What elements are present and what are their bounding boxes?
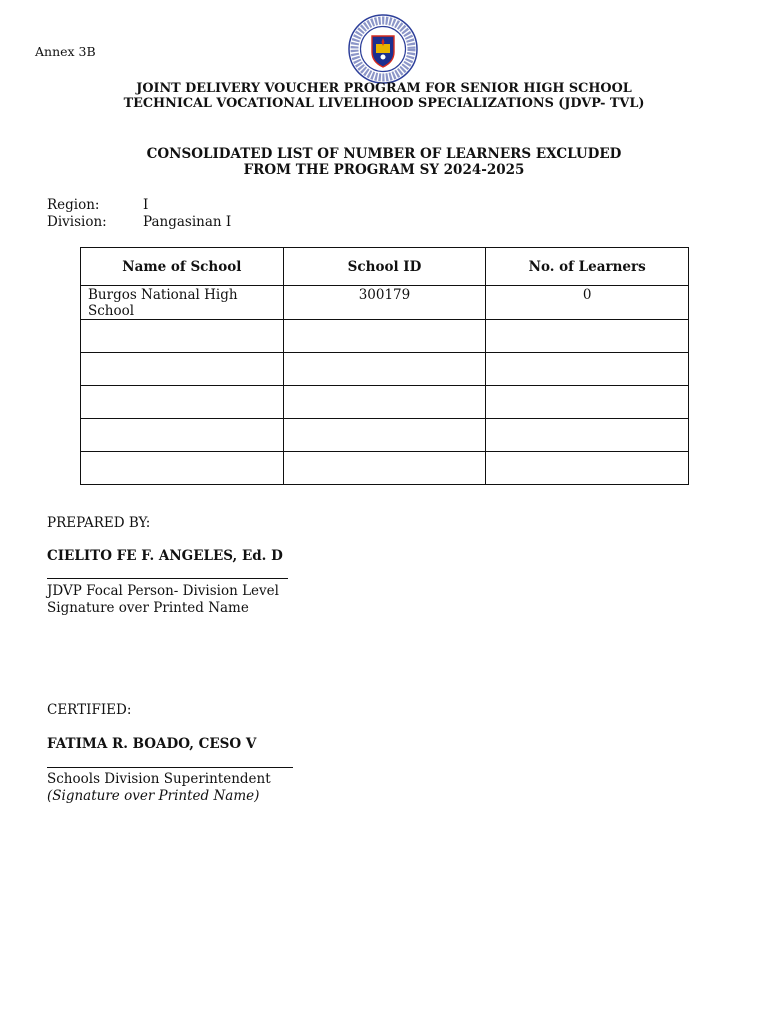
cell-school-id xyxy=(283,320,486,353)
cell-learner-count xyxy=(486,452,689,485)
header-school-name: Name of School xyxy=(81,248,284,286)
certifier-role: Schools Division Superintendent xyxy=(47,771,271,787)
region-label: Region: xyxy=(47,197,100,213)
cell-school-name xyxy=(81,419,284,452)
cell-school-name xyxy=(81,386,284,419)
table-row xyxy=(81,353,689,386)
cell-learner-count xyxy=(486,386,689,419)
certifier-signature-caption: (Signature over Printed Name) xyxy=(47,788,260,804)
cell-school-id xyxy=(283,386,486,419)
certifier-signature-line xyxy=(47,767,293,768)
cell-learner-count xyxy=(486,353,689,386)
division-label: Division: xyxy=(47,214,107,230)
prepared-by-label: PREPARED BY: xyxy=(47,515,151,531)
preparer-name: CIELITO FE F. ANGELES, Ed. D xyxy=(47,548,283,564)
learners-table xyxy=(80,247,689,485)
header-line-3: CONSOLIDATED LIST OF NUMBER OF LEARNERS EXCLUDED xyxy=(146,146,622,162)
cell-school-id: 300179 xyxy=(283,286,486,320)
table-header-row xyxy=(81,248,689,286)
annex-label: Annex 3B xyxy=(35,44,96,59)
header-learner-count: No. of Learners xyxy=(486,248,689,286)
cell-learner-count xyxy=(486,419,689,452)
certified-label: CERTIFIED: xyxy=(47,702,132,718)
cell-school-name xyxy=(81,452,284,485)
preparer-signature-line xyxy=(47,578,288,579)
table-row xyxy=(81,419,689,452)
table-row xyxy=(81,286,689,320)
division-value: Pangasinan I xyxy=(143,214,232,230)
cell-school-name xyxy=(81,353,284,386)
certifier-name: FATIMA R. BOADO, CESO V xyxy=(47,736,257,752)
table-row xyxy=(81,386,689,419)
header-school-id: School ID xyxy=(283,248,486,286)
cell-school-name xyxy=(81,320,284,353)
table-row xyxy=(81,320,689,353)
table-row xyxy=(81,452,689,485)
cell-learner-count xyxy=(486,320,689,353)
cell-learner-count: 0 xyxy=(486,286,689,320)
header-line-4: FROM THE PROGRAM SY 2024-2025 xyxy=(243,162,525,178)
deped-seal-icon xyxy=(348,14,418,84)
preparer-role: JDVP Focal Person- Division Level xyxy=(47,583,279,599)
cell-school-id xyxy=(283,419,486,452)
header-line-1: JOINT DELIVERY VOUCHER PROGRAM FOR SENIOR HIGH SCHOOL xyxy=(136,81,632,96)
cell-school-name: Burgos National High School xyxy=(81,286,284,320)
cell-school-id xyxy=(283,452,486,485)
region-value: I xyxy=(143,197,149,213)
preparer-signature-caption: Signature over Printed Name xyxy=(47,600,249,616)
header-line-2: TECHNICAL VOCATIONAL LIVELIHOOD SPECIALIZATIONS (JDVP- TVL) xyxy=(123,96,645,111)
cell-school-id xyxy=(283,353,486,386)
